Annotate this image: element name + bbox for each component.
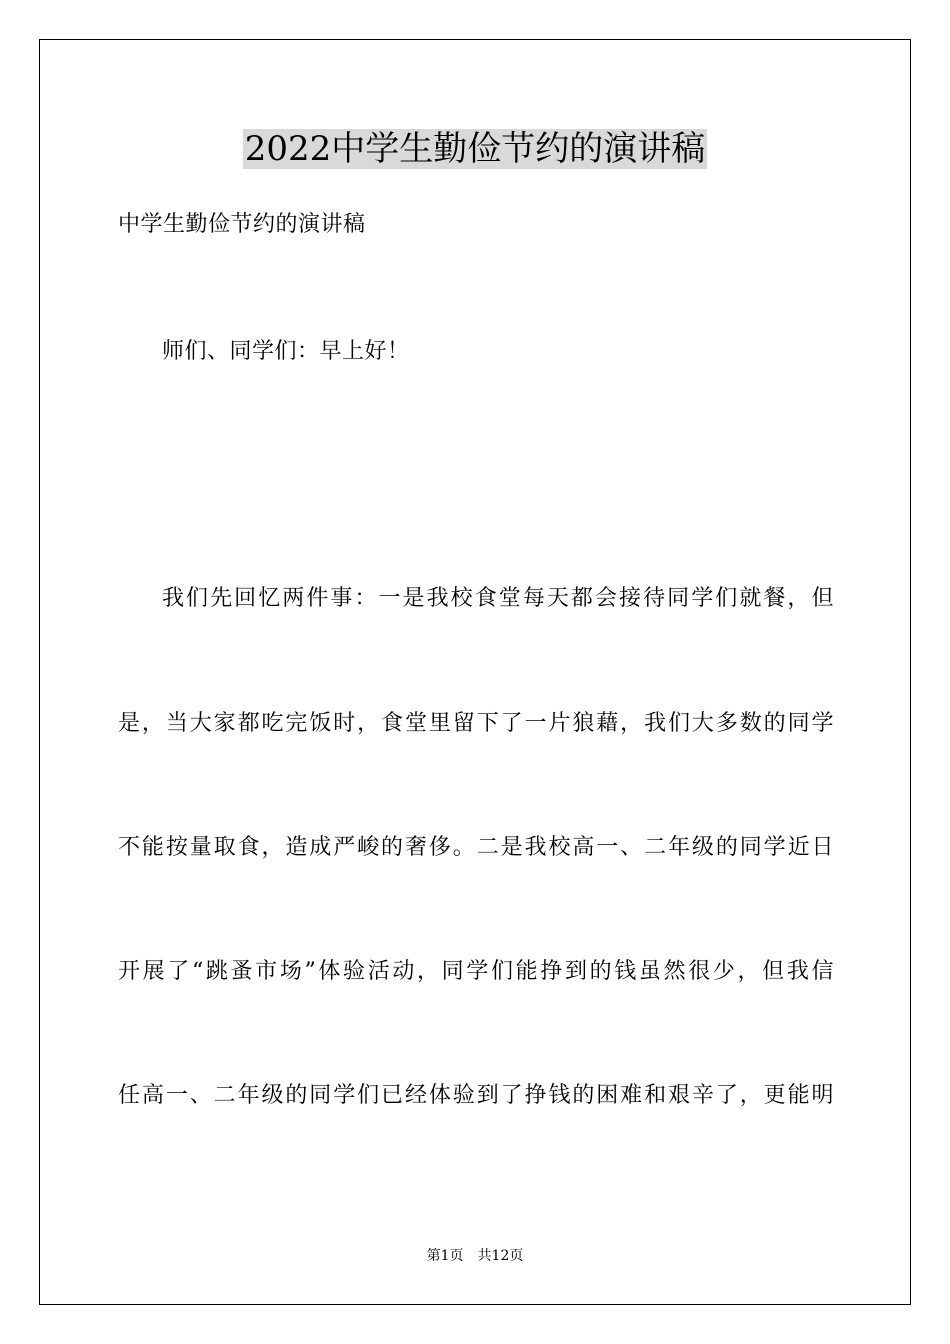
paragraph-line: 任高一、二年级的同学们已经体验到了挣钱的困难和艰辛了，更能明 xyxy=(118,1083,834,1108)
paragraph-line: 不能按量取食，造成严峻的奢侈。二是我校高一、二年级的同学近日 xyxy=(118,835,834,860)
document-title xyxy=(0,126,950,172)
page-number: 第1页 xyxy=(426,1248,464,1264)
greeting-line: 师们、同学们：早上好！ xyxy=(162,339,410,364)
document-subtitle: 中学生勤俭节约的演讲稿 xyxy=(118,212,366,237)
paragraph-line: 开展了“跳蚤市场”体验活动，同学们能挣到的钱虽然很少，但我信 xyxy=(118,959,834,984)
paragraph-line: 我们先回忆两件事：一是我校食堂每天都会接待同学们就餐，但 xyxy=(162,586,834,611)
page-footer xyxy=(0,1246,950,1266)
paragraph-line: 是，当大家都吃完饭时，食堂里留下了一片狼藉，我们大多数的同学 xyxy=(118,711,834,736)
document-title-text: 2022中学生勤俭节约的演讲稿 xyxy=(244,129,706,169)
page-total: 共12页 xyxy=(477,1248,524,1264)
